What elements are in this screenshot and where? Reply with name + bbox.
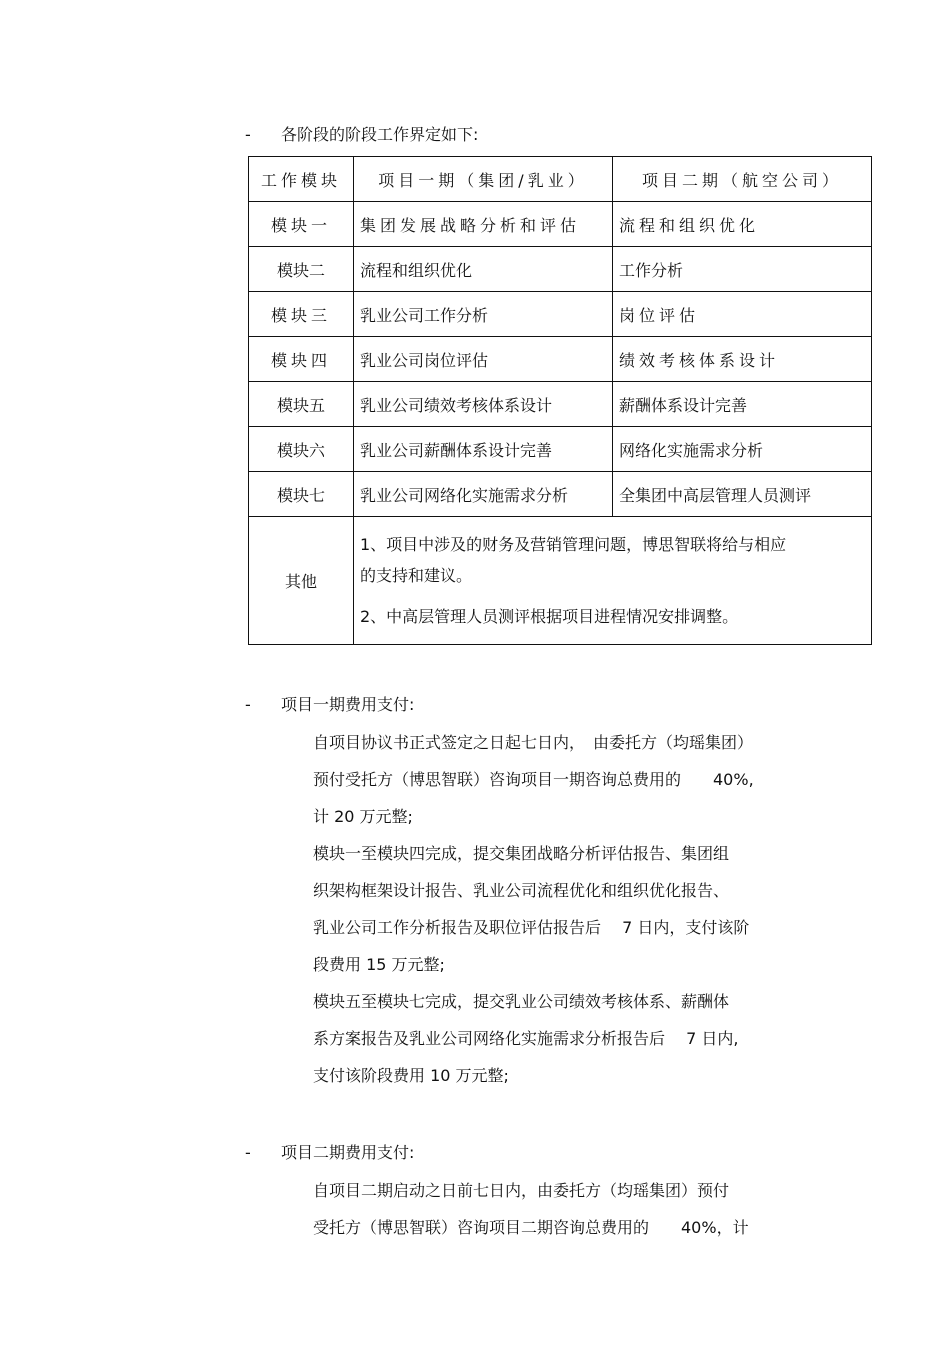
table-cell: 工作分析	[613, 247, 872, 292]
paragraph-line: 受托方（博思智联）咨询项目二期咨询总费用的 40%，计	[313, 1218, 749, 1237]
table-row	[249, 247, 872, 292]
table-row-other	[249, 517, 872, 645]
table-row	[249, 472, 872, 517]
phase2-payment-text	[313, 1181, 813, 1255]
paragraph-line: 乳业公司工作分析报告及职位评估报告后 7 日内，支付该阶	[313, 918, 750, 937]
table-cell: 模块五	[249, 382, 354, 427]
bullet-dash: -	[245, 1143, 251, 1162]
table-header-cell: 项目二期（航空公司）	[613, 157, 872, 202]
paragraph-line: 支付该阶段费用 10 万元整;	[313, 1066, 509, 1085]
other-notes-cell	[354, 517, 872, 645]
table-cell: 模块七	[249, 472, 354, 517]
table-header-cell: 工作模块	[249, 157, 354, 202]
section-phase-definition	[245, 125, 745, 145]
table-cell: 模块一	[249, 202, 354, 247]
table-cell: 岗位评估	[613, 292, 872, 337]
table-cell: 其他	[249, 517, 354, 645]
table-header-cell: 项目一期（集团/乳业）	[354, 157, 613, 202]
table-cell: 乳业公司薪酬体系设计完善	[354, 427, 613, 472]
section-phase1-payment	[245, 695, 745, 715]
table-row	[249, 337, 872, 382]
table-cell: 模块二	[249, 247, 354, 292]
phase-table	[248, 156, 872, 645]
table-cell: 乳业公司工作分析	[354, 292, 613, 337]
section-title: 各阶段的阶段工作界定如下:	[281, 125, 479, 144]
table-cell: 模块四	[249, 337, 354, 382]
table-cell: 集团发展战略分析和评估	[354, 202, 613, 247]
table-cell: 流程和组织优化	[354, 247, 613, 292]
phase1-payment-text	[313, 733, 813, 1103]
table-cell: 模块六	[249, 427, 354, 472]
table-row	[249, 427, 872, 472]
paragraph-line: 自项目协议书正式签定之日起七日内， 由委托方（均瑶集团）	[313, 733, 754, 752]
paragraph-line: 织架构框架设计报告、乳业公司流程优化和组织优化报告、	[313, 881, 730, 900]
other-note-line: 2、中高层管理人员测评根据项目进程情况安排调整。	[360, 606, 739, 626]
other-note-line: 1、项目中涉及的财务及营销管理问题，博思智联将给与相应	[360, 534, 787, 554]
table-cell: 网络化实施需求分析	[613, 427, 872, 472]
section-phase2-payment	[245, 1143, 745, 1163]
paragraph-line: 模块一至模块四完成，提交集团战略分析评估报告、集团组	[313, 844, 730, 863]
section-title: 项目一期费用支付:	[281, 695, 415, 714]
table-cell: 乳业公司岗位评估	[354, 337, 613, 382]
paragraph-line: 系方案报告及乳业公司网络化实施需求分析报告后 7 日内,	[313, 1029, 739, 1048]
paragraph-line: 预付受托方（博思智联）咨询项目一期咨询总费用的 40%,	[313, 770, 754, 789]
table-row	[249, 292, 872, 337]
table-cell: 模块三	[249, 292, 354, 337]
section-title: 项目二期费用支付:	[281, 1143, 415, 1162]
table-header-row	[249, 157, 872, 202]
table-row	[249, 382, 872, 427]
table-cell: 绩效考核体系设计	[613, 337, 872, 382]
table-cell: 乳业公司绩效考核体系设计	[354, 382, 613, 427]
paragraph-line: 自项目二期启动之日前七日内，由委托方（均瑶集团）预付	[313, 1181, 730, 1200]
table-cell: 全集团中高层管理人员测评	[613, 472, 872, 517]
table-cell: 乳业公司网络化实施需求分析	[354, 472, 613, 517]
bullet-dash: -	[245, 695, 251, 714]
paragraph-line: 段费用 15 万元整;	[313, 955, 445, 974]
paragraph-line: 计 20 万元整;	[313, 807, 413, 826]
table-cell: 薪酬体系设计完善	[613, 382, 872, 427]
paragraph-line: 模块五至模块七完成，提交乳业公司绩效考核体系、薪酬体	[313, 992, 730, 1011]
bullet-dash: -	[245, 125, 251, 144]
table-cell: 流程和组织优化	[613, 202, 872, 247]
other-note-line: 的支持和建议。	[360, 565, 473, 585]
table-row	[249, 202, 872, 247]
